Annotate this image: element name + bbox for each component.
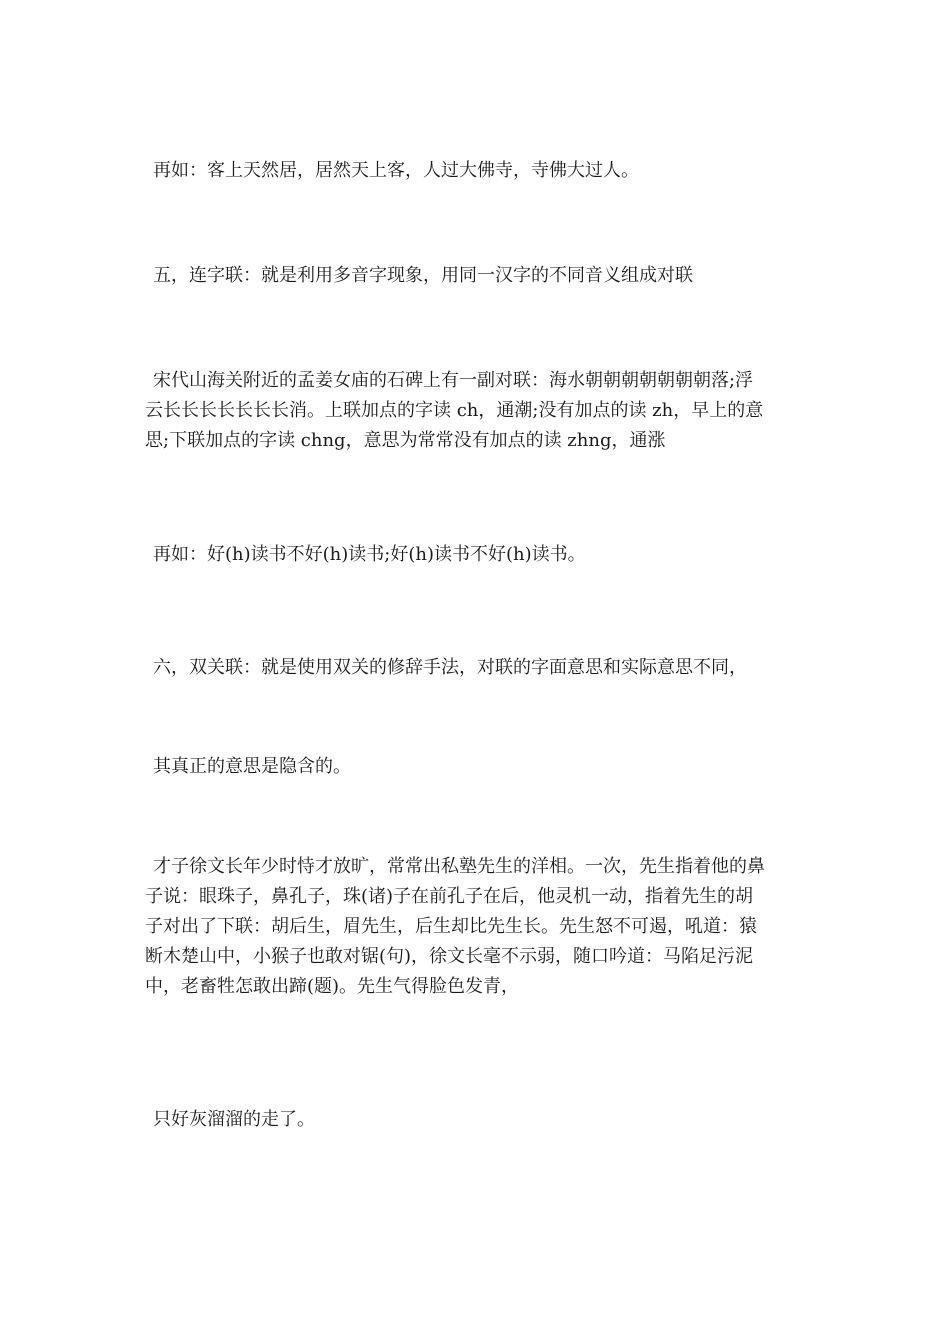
paragraph-hidden-meaning	[153, 752, 813, 782]
text-line: 才子徐文长年少时恃才放旷，常常出私塾先生的洋相。一次，先生指着他的鼻	[153, 856, 765, 877]
text-line: 中，老畜牲怎敢出蹄(题)。先生气得脸色发青，	[145, 976, 520, 997]
paragraph-heading-lianzilian	[153, 261, 813, 291]
text-line: 思;下联加点的字读 chng，意思为常常没有加点的读 zhng，通涨	[145, 430, 666, 451]
paragraph-mengjiangnv-couplet	[145, 366, 813, 456]
text-line: 再如：好(h)读书不好(h)读书;好(h)读书不好(h)读书。	[153, 544, 586, 565]
paragraph-xu-wenchang-story	[145, 852, 813, 1002]
text-line: 再如：客上天然居，居然天上客，人过大佛寺，寺佛大过人。	[153, 160, 639, 181]
paragraph-heading-shuangguanlian	[153, 653, 813, 683]
paragraph-ending	[153, 1105, 813, 1135]
text-line: 五，连字联：就是利用多音字现象，用同一汉字的不同音义组成对联	[153, 265, 693, 286]
text-line: 子对出了下联：胡后生，眉先生，后生却比先生长。先生怒不可遏，吼道：猿	[145, 916, 757, 937]
text-line: 六，双关联：就是使用双关的修辞手法，对联的字面意思和实际意思不同，	[153, 657, 747, 678]
text-line: 子说：眼珠子，鼻孔子，珠(诸)子在前孔子在后，他灵机一动，指着先生的胡	[145, 886, 754, 907]
text-line: 宋代山海关附近的孟姜女庙的石碑上有一副对联：海水朝朝朝朝朝朝朝落;浮	[153, 370, 754, 391]
text-line: 断木楚山中，小猴子也敢对锯(句)，徐文长毫不示弱，随口吟道：马陷足污泥	[145, 946, 754, 967]
paragraph-example-reading	[153, 540, 813, 570]
text-line: 其真正的意思是隐含的。	[153, 756, 351, 777]
paragraph-example-couplet	[153, 156, 813, 186]
text-line: 云长长长长长长长消。上联加点的字读 ch，通潮;没有加点的读 zh，早上的意	[145, 400, 764, 421]
text-line: 只好灰溜溜的走了。	[153, 1109, 315, 1130]
